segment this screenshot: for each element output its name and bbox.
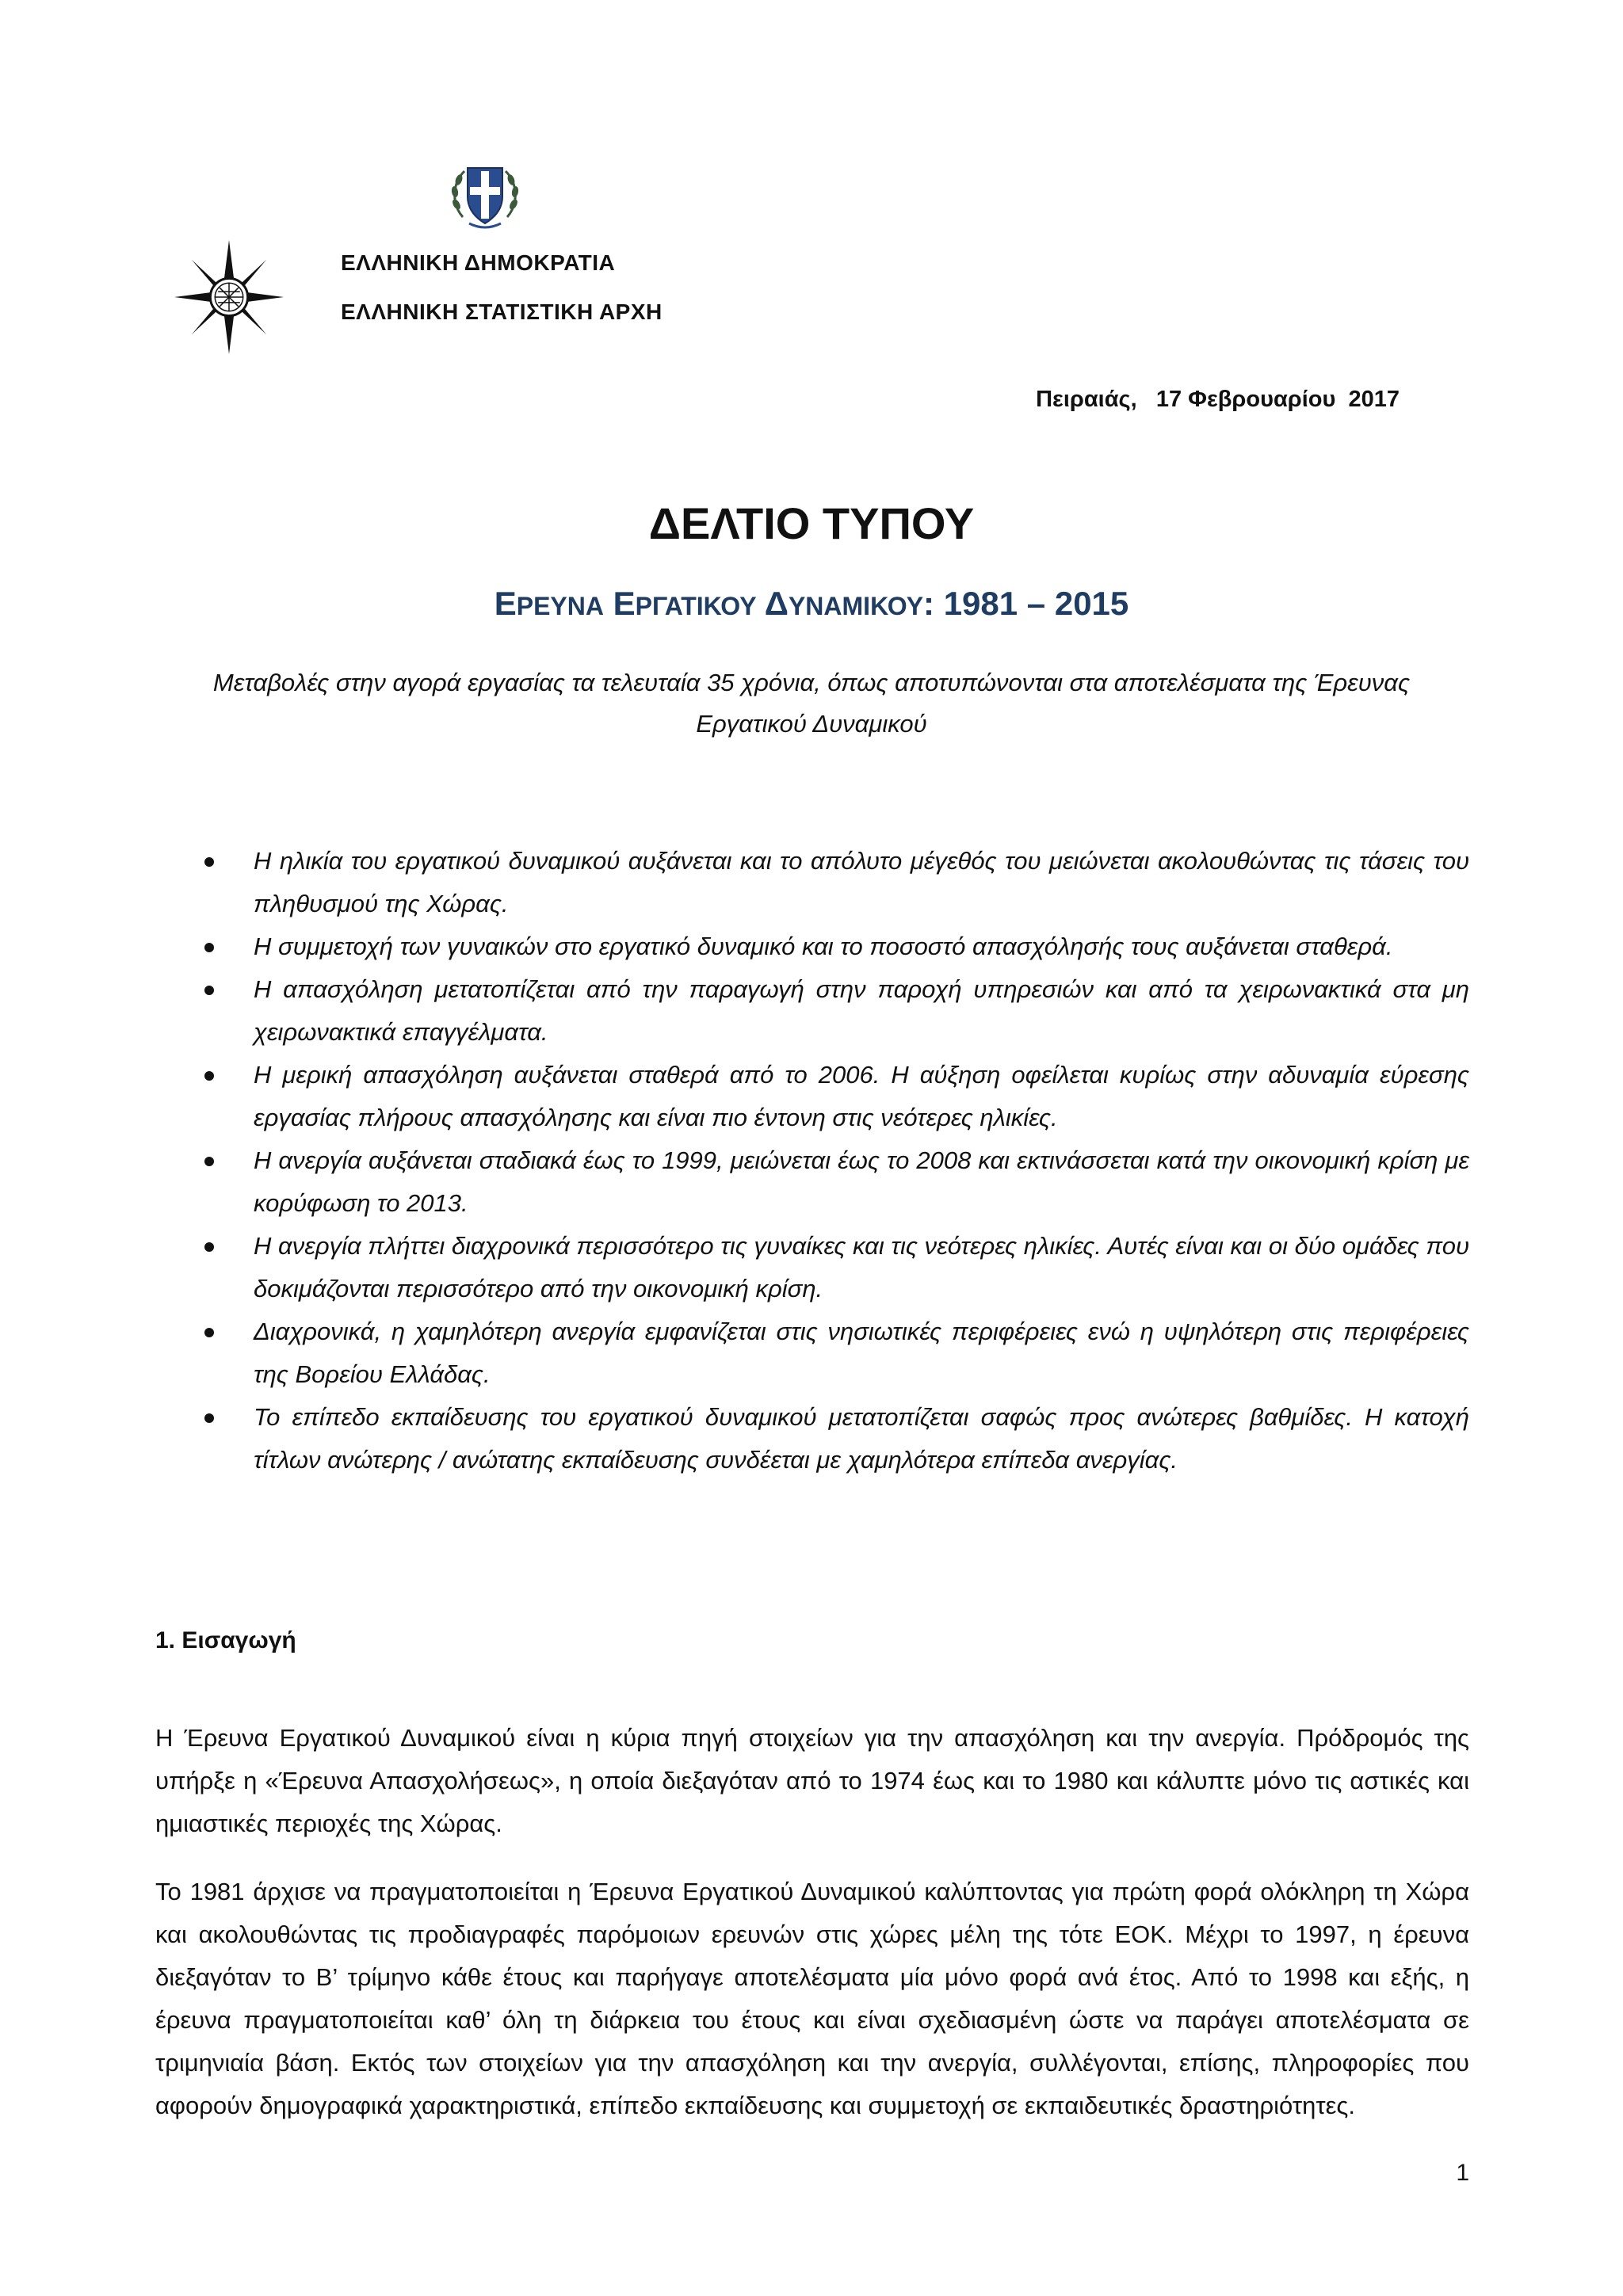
- list-item: [197, 1225, 1469, 1310]
- list-item: [197, 1054, 1469, 1139]
- greek-coat-of-arms-icon: [445, 155, 525, 235]
- subtitle-word-3-initial: Δ: [764, 585, 789, 622]
- dateline: Πειραιάς, 17 Φεβρουαρίου 2017: [1036, 387, 1400, 412]
- body-paragraph-2: Το 1981 άρχισε να πραγματοποιείται η Έρευνα Εργατικού Δυναμικού καλύπτοντας για πρώτη φορά ολόκληρη τη Χώρα και ακολουθώντας τις προδιαγραφές παρόμοιων ερευνών στις χώρες μέλη της τότε ΕΟΚ. Μέχρι το 1997, η έρευνα διεξαγόταν το Β’ τρίμηνο κάθε έτους και παρήγαγε αποτελέσματα μία μόνο φορά ανά έτος. Από το 1998 και εξής, η έρευνα πραγματοποιείται καθ’ όλη τη διάρκεια του έτους και είναι σχεδιασμένη ώστε να παράγει αποτελέσματα σε τριμηνιαία βάση. Εκτός των στοιχείων για την απασχόληση και την ανεργία, συλλέγονται, επίσης, πληροφορίες που αφορούν δημογραφικά χαρακτηριστικά, επίπεδο εκπαίδευσης και συμμετοχή σε εκπαιδευτικές δραστηριότητες.: [155, 1878, 1469, 2119]
- org-name-hellenic-statistical-authority: ΕΛΛΗΝΙΚΗ ΣΤΑΤΙΣΤΙΚΗ ΑΡΧΗ: [341, 299, 663, 324]
- bullet-dot-icon: [204, 857, 214, 867]
- bullet-dot-icon: [204, 1328, 214, 1337]
- bullet-dot-icon: [204, 1242, 214, 1252]
- bullet-dot-icon: [204, 1071, 214, 1081]
- page-title: ΔΕΛΤΙΟ ΤΥΠΟΥ: [648, 498, 975, 548]
- list-item: [197, 840, 1469, 925]
- list-item-text: Η συμμετοχή των γυναικών στο εργατικό δυναμικό και το ποσοστό απασχόλησής τους αυξάνεται σταθερά.: [254, 933, 1393, 960]
- intro-summary: Μεταβολές στην αγορά εργασίας τα τελευταία 35 χρόνια, όπως αποτυπώνονται στα αποτελέσματα της Έρευνας Εργατικού Δυναμικού: [212, 669, 1411, 738]
- bullet-dot-icon: [204, 986, 214, 995]
- list-item-text: Η ηλικία του εργατικού δυναμικού αυξάνεται και το απόλυτο μέγεθός του μειώνεται ακολουθώντας τις τάσεις του πληθυσμού της Χώρας.: [254, 847, 1469, 917]
- subtitle-word-1-rest: ΡΕΥΝΑ: [516, 592, 604, 620]
- page-subtitle: [0, 585, 1623, 623]
- body-paragraph-1: Η Έρευνα Εργατικού Δυναμικού είναι η κύρια πηγή στοιχείων για την απασχόληση και την ανεργία. Πρόδρομός της υπήρξε η «Έρευνα Απασχολήσεως», η οποία διεξαγόταν από το 1974 έως και το 1980 και κάλυπτε μόνο τις αστικές και ημιαστικές περιοχές της Χώρας.: [155, 1724, 1469, 1837]
- list-item: [197, 1139, 1469, 1225]
- list-item: [197, 1396, 1469, 1482]
- list-item: [197, 925, 1469, 968]
- bullet-dot-icon: [204, 1157, 214, 1166]
- bullet-dot-icon: [204, 1413, 214, 1423]
- subtitle-word-2-rest: ΡΓΑΤΙΚΟΥ: [635, 592, 757, 620]
- subtitle-word-2-initial: Ε: [613, 585, 636, 622]
- subtitle-word-3-rest: ΥΝΑΜΙΚΟΥ: [788, 592, 924, 620]
- list-item: [197, 1310, 1469, 1396]
- list-item-text: Το επίπεδο εκπαίδευσης του εργατικού δυναμικού μετατοπίζεται σαφώς προς ανώτερες βαθμίδες. Η κατοχή τίτλων ανώτερης / ανώτατης εκπαίδευσης συνδέεται με χαμηλότερα επίπεδα ανεργίας.: [254, 1403, 1469, 1474]
- list-item-text: Η ανεργία αυξάνεται σταδιακά έως το 1999, μειώνεται έως το 2008 και εκτινάσσεται κατά την οικονομική κρίση με κορύφωση το 2013.: [254, 1146, 1469, 1217]
- list-item: [197, 968, 1469, 1054]
- bullet-dot-icon: [204, 943, 214, 952]
- page-number: 1: [1456, 2160, 1469, 2186]
- org-name-hellenic-republic: ΕΛΛΗΝΙΚΗ ΔΗΜΟΚΡΑΤΙΑ: [341, 250, 616, 275]
- elstat-compass-logo-icon: [174, 239, 284, 355]
- list-item-text: Η ανεργία πλήττει διαχρονικά περισσότερο τις γυναίκες και τις νεότερες ηλικίες. Αυτές είναι και οι δύο ομάδες που δοκιμάζονται περισσότερο από την οικονομική κρίση.: [254, 1232, 1469, 1302]
- subtitle-word-1-initial: Ε: [494, 585, 517, 622]
- highlights-list: [197, 840, 1469, 1482]
- section-heading-introduction: 1. Εισαγωγή: [155, 1627, 296, 1653]
- list-item-text: Διαχρονικά, η χαμηλότερη ανεργία εμφανίζεται στις νησιωτικές περιφέρειες ενώ η υψηλότερη στις περιφέρειες της Βορείου Ελλάδας.: [254, 1318, 1469, 1388]
- list-item-text: Η μερική απασχόληση αυξάνεται σταθερά από το 2006. Η αύξηση οφείλεται κυρίως στην αδυναμία εύρεσης εργασίας πλήρους απασχόλησης και είναι πιο έντονη στις νεότερες ηλικίες.: [254, 1061, 1469, 1131]
- subtitle-years: : 1981 – 2015: [923, 585, 1129, 622]
- list-item-text: Η απασχόληση μετατοπίζεται από την παραγωγή στην παροχή υπηρεσιών και από τα χειρωνακτικά στα μη χειρωνακτικά επαγγέλματα.: [254, 975, 1469, 1046]
